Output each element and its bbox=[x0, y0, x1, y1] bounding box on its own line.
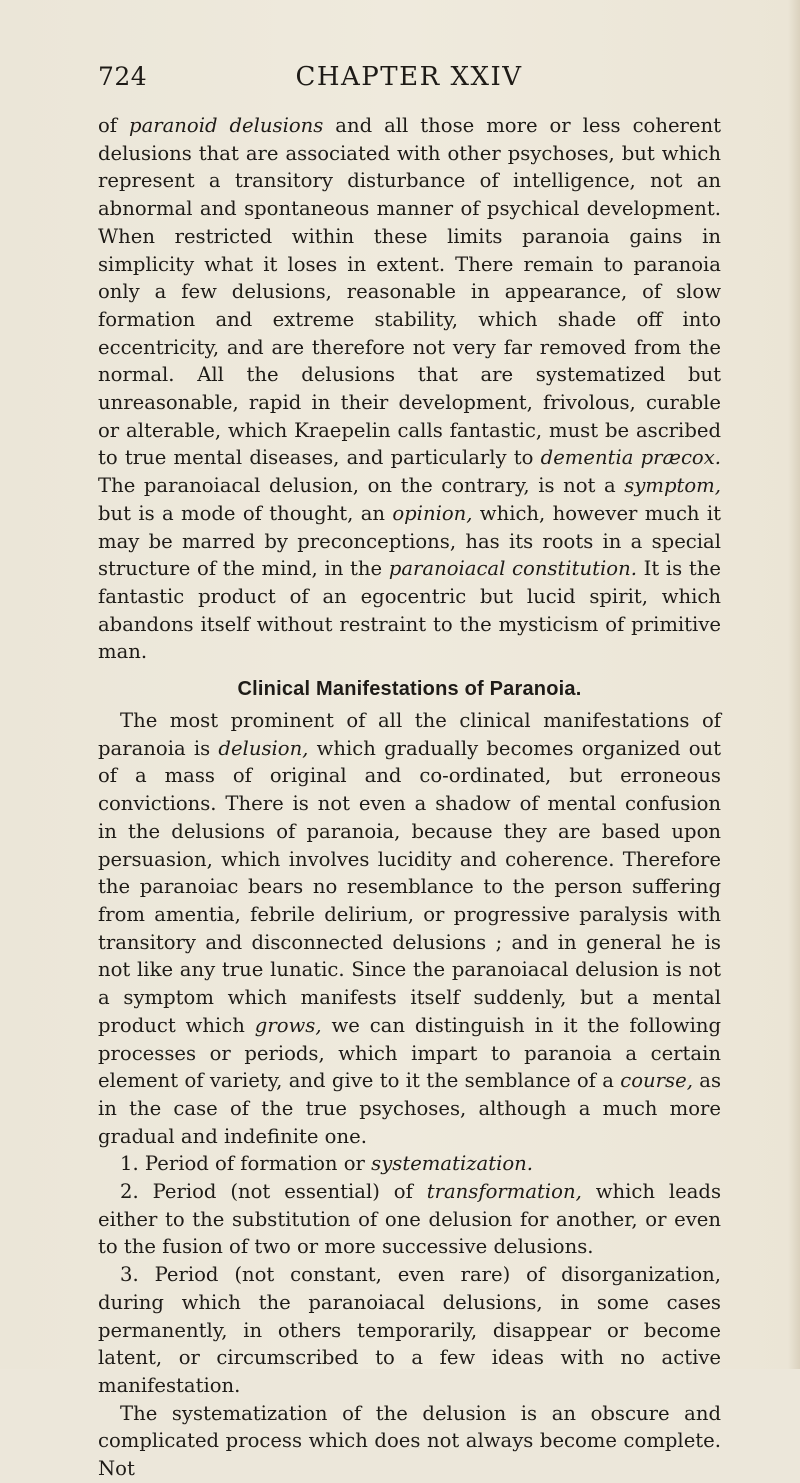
section-heading: Clinical Manifestations of Paranoia. bbox=[237, 678, 582, 701]
page-edge-shadow bbox=[788, 0, 800, 1369]
page-header bbox=[98, 62, 720, 98]
emphasis-paranoid-delusions: paranoid delusions bbox=[129, 114, 324, 137]
paragraph-continuation: of paranoid delusions and all those more or less coherent delusions that are associated with other psychoses, but which represent a transitory disturbance of intelligence, not an abnormal and spontaneous manner of psychical development. When restricted within these limits paranoia gains in simplicity what it loses in extent. There remain to paranoia only a few delusions, reasonable in appearance, of slow formation and extreme stability, which shade off into eccentricity, and are therefore not very far removed from the normal. All the delusions that are systematized but unreasonable, rapid in their development, frivolous, curable or alterable, which Kraepelin calls fantastic, must be ascribed to true mental diseases, and particularly to dementia præcox. The paranoiacal delusion, on the contrary, is not a symptom, but is a mode of thought, an opinion, which, however much it may be marred by preconceptions, has its roots in a special structure of the mind, in the paranoiacal constitution. It is the fantastic product of an egocentric but lucid spirit, which abandons itself without restraint to the mysticism of primitive man. bbox=[98, 114, 722, 664]
body-text bbox=[98, 112, 721, 1483]
running-head: CHAPTER XXIV bbox=[295, 62, 523, 92]
paragraph-systematization: The systematization of the delusion is an obscure and complicated process which does not always become complete. Not bbox=[98, 1401, 721, 1481]
emphasis-paranoiacal-constitution: paranoiacal constitution. bbox=[388, 557, 637, 581]
emphasis-dementia-praecox: dementia præcox. bbox=[540, 446, 721, 470]
emphasis-opinion: opinion, bbox=[392, 501, 473, 525]
list-item-period-3: 3. Period (not constant, even rare) of disorganization, during which the paranoiacal delusions, in some cases permanently, in others temporarily, disappear or become latent, or circumscribed to a few ideas with no active manifestation. bbox=[98, 1263, 721, 1397]
list-item-period-2: 2. Period (not essential) of transformation, which leads either to the substitution of one delusion for another, or even to the fusion of two or more successive delusions. bbox=[98, 1180, 721, 1259]
page-number: 724 bbox=[98, 62, 148, 91]
emphasis-transformation: transformation, bbox=[426, 1180, 582, 1204]
list-item-period-1: 1. Period of formation or systematization. bbox=[120, 1152, 533, 1176]
paragraph-clinical-manifestations: The most prominent of all the clinical manifestations of paranoia is delusion, which gradually becomes organized out of a mass of original and co-ordinated, but erroneous convictions. There is not even a shadow of mental confusion in the delusions of paranoia, because they are based upon persuasion, which involves lucidity and coherence. Therefore the paranoiac bears no resemblance to the person suffering from amentia, febrile delirium, or progressive paralysis with transitory and disconnected delusions ; and in general he is not like any true lunatic. Since the paranoiacal delusion is not a symptom which manifests itself suddenly, but a mental product which grows, we can distinguish in it the following processes or periods, which impart to paranoia a certain element of variety, and give to it the semblance of a course, as in the case of the true psychoses, although a much more gradual and indefinite one. bbox=[98, 709, 722, 1148]
emphasis-symptom: symptom, bbox=[624, 474, 721, 498]
emphasis-systematization: systematization. bbox=[371, 1152, 533, 1176]
emphasis-delusion: delusion, bbox=[218, 736, 309, 760]
emphasis-grows: grows, bbox=[254, 1013, 322, 1037]
emphasis-course: course, bbox=[620, 1069, 693, 1093]
